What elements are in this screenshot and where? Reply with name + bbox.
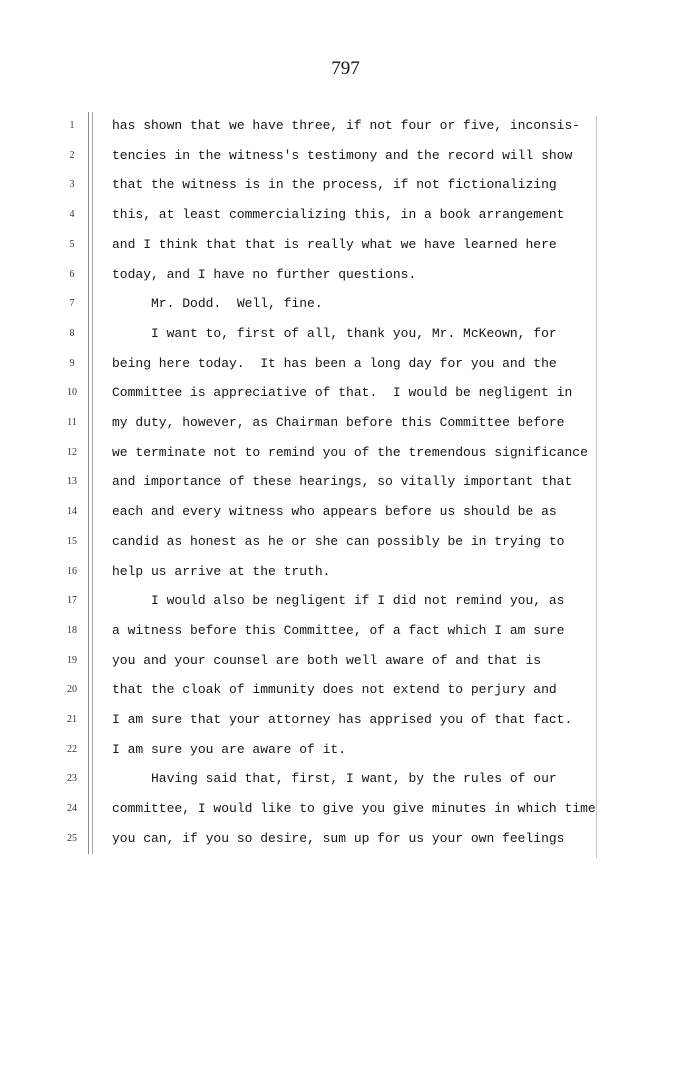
transcript-line: you and your counsel are both well aware of and that is [112, 652, 542, 668]
line-number: 20 [67, 684, 77, 696]
page-number: 797 [331, 58, 360, 79]
line-number: 14 [67, 506, 77, 518]
line-number: 17 [67, 595, 77, 607]
transcript-line: tencies in the witness's testimony and the record will show [112, 147, 573, 163]
transcript-line: help us arrive at the truth. [112, 563, 331, 579]
line-number: 12 [67, 446, 77, 458]
line-number: 4 [69, 209, 75, 221]
transcript-line: you can, if you so desire, sum up for us your own feelings [112, 830, 565, 846]
left-margin-rule [88, 112, 89, 854]
line-number: 25 [67, 832, 77, 844]
transcript-line: I am sure you are aware of it. [112, 741, 347, 757]
transcript-line: I would also be negligent if I did not remind you, as [112, 593, 565, 609]
line-number: 10 [67, 387, 77, 399]
line-number: 2 [69, 149, 75, 161]
transcript-line: we terminate not to remind you of the tremendous significance [112, 444, 588, 460]
left-margin-rule-inner [92, 112, 93, 854]
line-number: 23 [67, 773, 77, 785]
line-number: 1 [69, 120, 75, 131]
transcript-line: that the cloak of immunity does not extend to perjury and [112, 682, 557, 698]
transcript-line: Committee is appreciative of that. I would be negligent in [112, 385, 573, 401]
transcript-line: today, and I have no further questions. [112, 266, 417, 282]
line-number: 13 [67, 476, 77, 488]
transcript-line: I want to, first of all, thank you, Mr. McKeown, for [112, 325, 557, 341]
line-number: 22 [67, 743, 77, 755]
line-number: 21 [67, 714, 77, 725]
line-number: 19 [67, 654, 77, 666]
transcript-line: a witness before this Committee, of a fact which I am sure [112, 622, 565, 638]
line-number: 18 [67, 624, 77, 636]
line-number: 7 [69, 298, 75, 310]
transcript-line: Having said that, first, I want, by the rules of our [112, 771, 557, 787]
transcript-line: being here today. It has been a long day for you and the [112, 355, 557, 371]
line-number: 6 [69, 268, 75, 280]
line-number: 15 [67, 535, 77, 547]
transcript-line: committee, I would like to give you give minutes in which time [112, 801, 596, 817]
transcript-line: Mr. Dodd. Well, fine. [112, 296, 323, 312]
line-number: 8 [69, 327, 75, 339]
transcript-line: has shown that we have three, if not four or five, inconsis- [112, 118, 581, 133]
line-number: 16 [67, 565, 77, 577]
transcript-line: this, at least commercializing this, in a book arrangement [112, 207, 565, 223]
transcript-line: that the witness is in the process, if not fictionalizing [112, 177, 557, 193]
transcript-line: and I think that that is really what we have learned here [112, 236, 557, 252]
transcript-line: my duty, however, as Chairman before this Committee before [112, 415, 565, 430]
line-number: 24 [67, 803, 77, 815]
transcript-line: and importance of these hearings, so vitally important that [112, 474, 573, 490]
transcript-line: candid as honest as he or she can possibly be in trying to [112, 533, 565, 549]
line-number: 5 [69, 238, 75, 250]
transcript-line: I am sure that your attorney has apprised you of that fact. [112, 712, 573, 727]
line-number: 9 [69, 357, 75, 369]
transcript-line: each and every witness who appears before us should be as [112, 504, 557, 520]
line-number: 11 [67, 417, 77, 428]
line-number: 3 [69, 179, 75, 191]
